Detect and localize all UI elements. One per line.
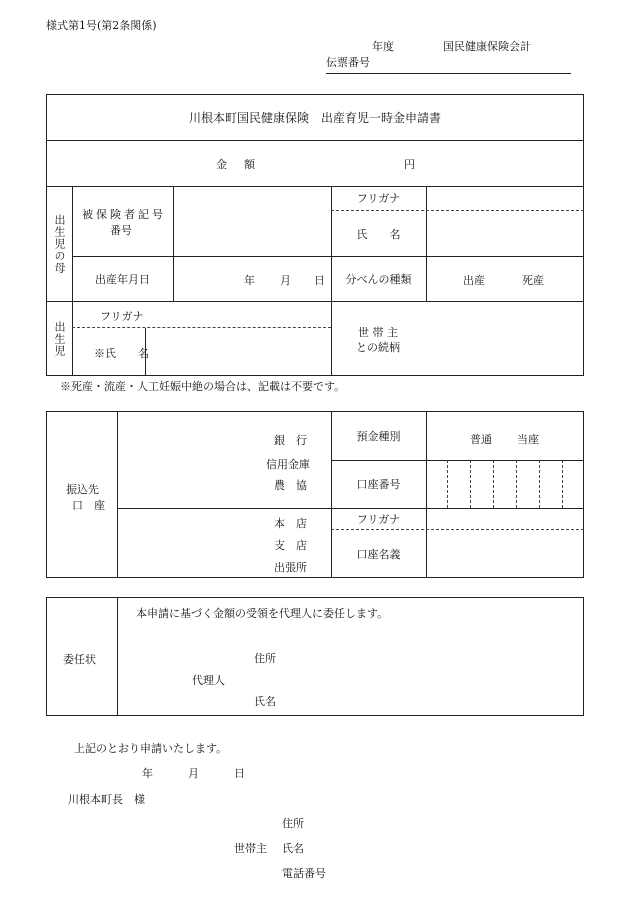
date-month-label: 月: [188, 767, 199, 780]
account-furigana-field[interactable]: [427, 509, 583, 528]
amount-field[interactable]: [250, 148, 390, 178]
branch-type-shucchoujo: 出張所: [274, 561, 307, 574]
applicant-address-label: 住所: [282, 817, 304, 830]
deposit-type-label: 預金種別: [356, 429, 401, 443]
slip-number-label: 伝票番号: [326, 56, 370, 69]
birthdate-field[interactable]: [174, 257, 330, 300]
branch-name-field[interactable]: [118, 509, 268, 577]
child-section-label: 出生児: [53, 320, 66, 357]
branch-type-shiten: 支 店: [274, 539, 307, 552]
account-number-label: 口座番号: [356, 478, 401, 491]
proxy-statement: 本申請に基づく金額の受領を代理人に委任します。: [136, 607, 389, 620]
bank-type-bank: 銀 行: [274, 434, 307, 447]
delivery-stillbirth-option[interactable]: 死産: [522, 274, 544, 287]
relation-label-line2: との続柄: [356, 341, 400, 354]
delivery-type-label: 分べんの種類: [345, 272, 412, 286]
mother-name-label: 氏 名: [356, 227, 401, 241]
applicant-name-label: 氏名: [282, 842, 304, 855]
proxy-address-label: 住所: [254, 652, 276, 665]
bank-type-shinkin: 信用金庫: [266, 458, 310, 471]
account-name-field[interactable]: [427, 531, 583, 577]
fiscal-year-label: 年度: [372, 40, 394, 53]
child-name-field[interactable]: [146, 329, 330, 375]
account-label: 国民健康保険会計: [443, 40, 531, 53]
relation-label-line1: 世 帯 主: [358, 326, 398, 339]
proxy-section-label: 委任状: [63, 653, 96, 666]
deposit-futsu-option[interactable]: 普通: [470, 433, 492, 446]
mother-furigana-label: フリガナ: [356, 192, 401, 205]
stillbirth-note: ※死産・流産・人工妊娠中絶の場合は、記載は不要です。: [60, 380, 346, 393]
bank-section-line1: 振込先: [66, 483, 99, 496]
branch-type-honten: 本 店: [274, 517, 307, 530]
bank-section-line2: 口 座: [72, 499, 105, 512]
birthdate-label: 出産年月日: [95, 272, 150, 286]
insured-number-label: 番号: [110, 224, 132, 237]
proxy-address-field[interactable]: [280, 645, 570, 669]
addressee: 川根本町長 様: [68, 793, 145, 806]
mother-name-field[interactable]: [427, 212, 583, 254]
insured-number-field[interactable]: [174, 187, 330, 255]
deposit-toza-option[interactable]: 当座: [517, 433, 539, 446]
birthdate-year: 年: [244, 274, 255, 287]
child-furigana-label: フリガナ: [100, 310, 144, 323]
applicant-address-field[interactable]: [310, 810, 580, 832]
relation-field[interactable]: [427, 302, 583, 375]
date-day-label: 日: [234, 767, 245, 780]
proxy-name-field[interactable]: [280, 688, 570, 712]
mother-furigana-field[interactable]: [427, 187, 583, 209]
amount-label: 金 額: [216, 158, 258, 171]
phone-field[interactable]: [336, 860, 580, 882]
account-name-label: 口座名義: [356, 548, 401, 561]
child-name-label: ※氏 名: [94, 347, 149, 360]
form-title: 川根本町国民健康保険 出産育児一時金申請書: [188, 110, 441, 125]
proxy-name-label: 氏名: [254, 695, 276, 708]
birthdate-day: 日: [314, 274, 325, 287]
mother-section-label: 出生児の母: [53, 213, 66, 274]
form-number: 様式第1号(第2条関係): [46, 19, 157, 32]
account-number-field[interactable]: [427, 461, 583, 507]
bank-type-noukyo: 農 協: [274, 479, 307, 492]
child-furigana-field[interactable]: [146, 302, 330, 326]
bank-name-field[interactable]: [118, 412, 268, 507]
householder-label: 世帯主: [234, 842, 267, 855]
insured-symbol-label: 被保険者記号: [82, 208, 166, 221]
delivery-birth-option[interactable]: 出産: [463, 274, 485, 287]
amount-yen: 円: [404, 158, 415, 171]
slip-number-field[interactable]: [326, 73, 571, 74]
birthdate-month: 月: [280, 274, 291, 287]
applicant-name-field[interactable]: [310, 835, 580, 857]
account-furigana-label: フリガナ: [356, 512, 401, 526]
phone-label: 電話番号: [282, 867, 326, 880]
date-year-label: 年: [142, 767, 153, 780]
declaration-text: 上記のとおり申請いたします。: [74, 742, 228, 755]
proxy-label: 代理人: [192, 674, 225, 687]
